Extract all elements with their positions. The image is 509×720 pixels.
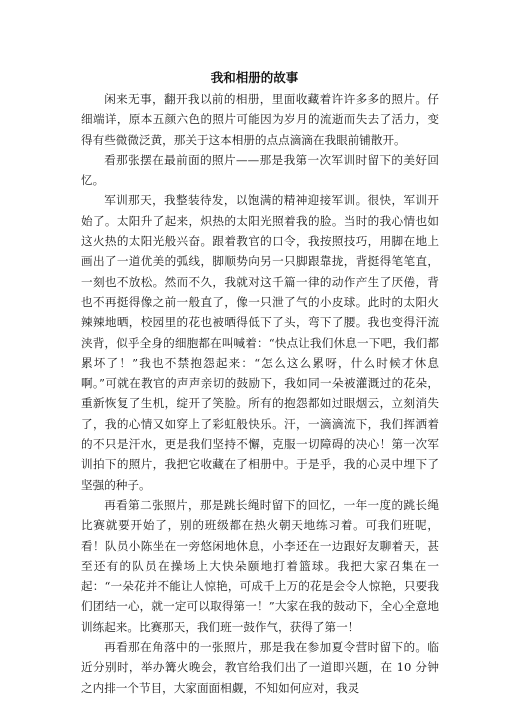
paragraph-intro: 闲来无事，翻开我以前的相册，里面收藏着许许多多的照片。仔细端详，原本五颜六色的照片可能因为岁月的流逝而失去了活力，变得有些微微泛黄，那关于这本相册的点点滴滴在我眼前铺散开。: [81, 92, 439, 147]
document-body: [81, 89, 439, 698]
paragraph-first-photo: 看那张摆在最前面的照片——那是我第一次军训时留下的美好回忆。: [81, 152, 439, 188]
document-title: 我和相册的故事: [210, 70, 299, 85]
paragraph-summer-camp: 再看那在角落中的一张照片，那是我在参加夏令营时留下的。临近分别时，举办篝火晚会，教官给我们出了一道即兴题，在 10 分钟之内排一个节目，大家面面相觑，不知如何应对，我灵: [81, 640, 439, 695]
paragraph-military-training: 军训那天，我整装待发，以饱满的精神迎接军训。很快，军训开始了。太阳升了起来，炽热的太阳光照着我的脸。当时的我心情也如这火热的太阳光般兴奋。跟着教官的口令，我按照技巧，用脚在地上画出了一道优美的弧线，脚顺势向另一只脚跟靠拢，背挺得笔笔直，一刻也不放松。然而不久，我就对这千篇一律的动作产生了厌倦，背也不再挺得像之前一般直了，像一只泄了气的小皮球。此时的太阳火辣辣地晒，校园里的花也被晒得低下了头，弯下了腰。我也变得汗流浃背，似乎全身的细胞都在叫喊着：“快点让我们休息一下吧，我们都累坏了！”我也不禁抱怨起来：“怎么这么累呀，什么时候才休息啊。”可就在教官的声声亲切的鼓励下，我如同一朵被灌溉过的花朵，重新恢复了生机，绽开了笑脸。所有的抱怨都如过眼烟云，立刻消失了，我的心情又如穿上了彩虹般快乐。汗，一滴滴流下，我们挥洒着的不只是汗水，更是我们坚持不懈，克服一切障碍的决心！第一次军训拍下的照片，我把它收藏在了相册中。于是乎，我的心灵中埋下了坚强的种子。: [81, 193, 439, 492]
paragraph-jump-rope: 再看第二张照片，那是跳长绳时留下的回忆，一年一度的跳长绳比赛就要开始了，别的班级都在热火朝天地练习着。可我们班呢，看！队员小陈坐在一旁悠闲地休息，小李还在一边跟好友聊着天，甚至还有的队员在操场上大快朵颐地打着篮球。我把大家召集在一起：“一朵花并不能让人惊艳，可成千上万的花是会令人惊艳，只要我们团结一心，就一定可以取得第一！”大家在我的鼓动下，全心全意地训练起来。比赛那天，我们班一鼓作气，获得了第一！: [81, 497, 439, 634]
